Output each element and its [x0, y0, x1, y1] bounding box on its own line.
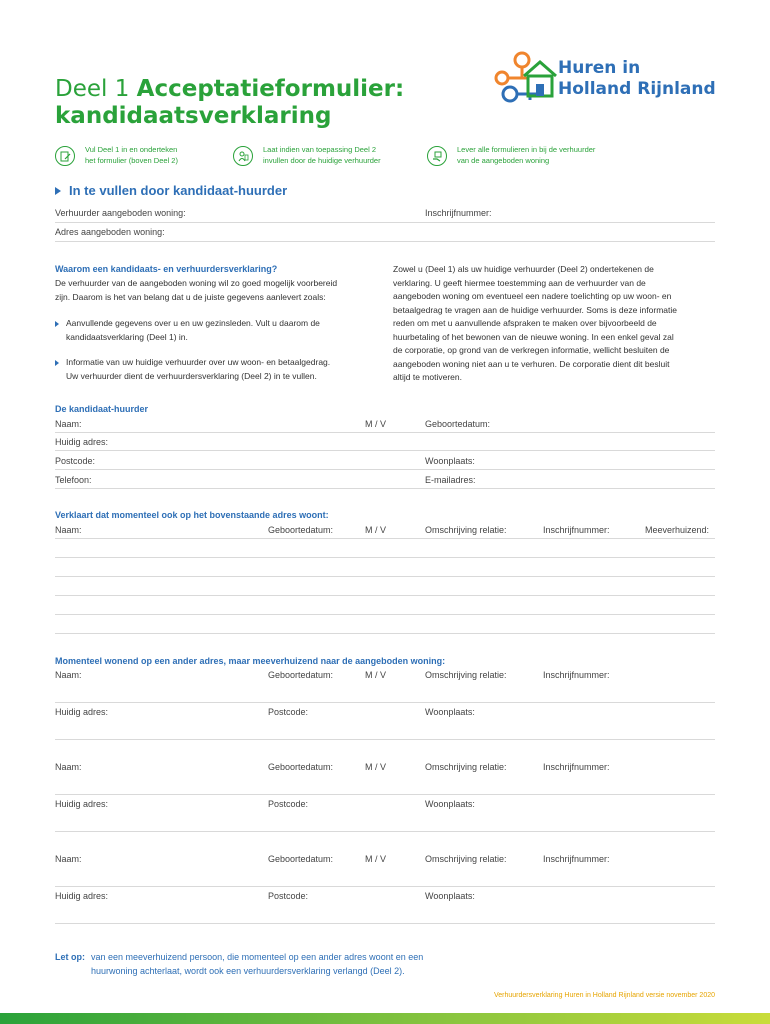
intro-heading: Waarom een kandidaats- en verhuurdersverklaring?: [55, 264, 278, 274]
footer-bar: [0, 1013, 770, 1024]
table-row[interactable]: [55, 633, 715, 634]
pen-form-icon: [55, 146, 75, 166]
footer: Verhuurdersverklaring Huren in Holland Rijnland versie november 2020: [493, 992, 715, 999]
step-3-line1: Lever alle formulieren in bij de verhuurder: [457, 145, 596, 154]
geboortedatum-field[interactable]: Geboortedatum:: [268, 670, 334, 680]
logo-line2: Holland Rijnland: [558, 79, 716, 99]
inschrijfnummer-field[interactable]: Inschrijfnummer:: [543, 762, 610, 772]
inschrijfnummer-field[interactable]: Inschrijfnummer:: [543, 854, 610, 864]
step-2-line1: Laat indien van toepassing Deel 2: [263, 145, 376, 154]
relatie-field[interactable]: Omschrijving relatie:: [425, 854, 507, 864]
divider: [55, 469, 715, 470]
bullet1-line2: kandidaatsverklaring (Deel 1) in.: [66, 331, 188, 342]
gender-field[interactable]: M / V: [365, 854, 387, 864]
gender-column: M / V: [365, 525, 387, 535]
naam-field[interactable]: Naam:: [55, 670, 82, 680]
intro-r4: betaalgedrag te vragen aan de huidige verhuurder. Soms is deze informatie: [393, 304, 677, 315]
relatie-field[interactable]: Omschrijving relatie:: [425, 670, 507, 680]
note-line1: van een meeverhuizend persoon, die momenteel op een ander adres woont en een: [91, 952, 424, 962]
table-row[interactable]: [55, 595, 715, 596]
woonplaats-field[interactable]: Woonplaats:: [425, 891, 475, 901]
postcode-field[interactable]: Postcode:: [268, 707, 309, 717]
title-part: Deel 1: [55, 76, 130, 102]
woonplaats-field[interactable]: Woonplaats:: [425, 456, 475, 466]
naam-field[interactable]: Naam:: [55, 854, 82, 864]
intro-right-paragraph: [393, 263, 677, 385]
medebewoners-heading: Verklaart dat momenteel ook op het bovenstaande adres woont:: [55, 510, 329, 520]
gender-field[interactable]: M / V: [365, 670, 387, 680]
list-item: [55, 356, 330, 383]
email-field[interactable]: E-mailadres:: [425, 475, 476, 485]
bullet-icon: [55, 321, 59, 327]
intro-p1a: De verhuurder van de aangeboden woning wil zo goed mogelijk voorbereid: [55, 278, 338, 288]
triangle-right-icon: [55, 187, 61, 195]
step-1-line1: Vul Deel 1 in en onderteken: [85, 145, 178, 154]
divider: [55, 923, 715, 924]
divider: [55, 702, 715, 703]
intro-r6: huurbetaling of het bewonen van de nieuwe woning. In een enkel geval zal: [393, 331, 674, 342]
list-item: [55, 317, 320, 344]
section-heading-text: In te vullen door kandidaat-huurder: [69, 183, 288, 198]
step-1: [55, 144, 178, 166]
divider: [55, 886, 715, 887]
page-subtitle: kandidaatsverklaring: [55, 103, 332, 129]
step-3-line2: van de aangeboden woning: [457, 156, 550, 165]
bullet1-line1: Aanvullende gegevens over u en uw gezinsleden. Vult u daarom de: [66, 318, 320, 328]
divider: [55, 794, 715, 795]
adres-woning-field[interactable]: Adres aangeboden woning:: [55, 227, 165, 237]
page-title: [55, 76, 404, 102]
gender-field[interactable]: M / V: [365, 762, 387, 772]
logo-text: [558, 58, 716, 100]
note-label: Let op:: [55, 952, 85, 962]
kandidaat-heading: De kandidaat-huurder: [55, 404, 149, 414]
bullet2-line2: Uw verhuurder dient de verhuurdersverklaring (Deel 2) in te vullen.: [66, 370, 317, 381]
woonplaats-field[interactable]: Woonplaats:: [425, 799, 475, 809]
intro-r9: altijd te motiveren.: [393, 372, 462, 382]
inschrijfnummer-field[interactable]: Inschrijfnummer:: [425, 208, 492, 218]
intro-r3: aangeboden woning om eventueel een nadere toelichting op uw woon- en: [393, 291, 672, 301]
intro-paragraph: [55, 277, 337, 304]
naam-field[interactable]: Naam:: [55, 762, 82, 772]
geboortedatum-field[interactable]: Geboortedatum:: [268, 762, 334, 772]
huidig-adres-field[interactable]: Huidig adres:: [55, 891, 109, 901]
divider: [55, 488, 715, 489]
geboortedatum-field[interactable]: Geboortedatum:: [425, 419, 491, 429]
title-main: Acceptatieformulier:: [136, 76, 405, 102]
geboortedatum-field[interactable]: Geboortedatum:: [268, 854, 334, 864]
huidig-adres-field[interactable]: Huidig adres:: [55, 707, 109, 717]
person-form-icon: [233, 146, 253, 166]
intro-r1: Zowel u (Deel 1) als uw huidige verhuurder (Deel 2) ondertekenen de: [393, 264, 654, 274]
step-1-line2: het formulier (boven Deel 2): [85, 156, 178, 165]
intro-r8: aangeboden woning niet aan u te verhuren. De corporatie dient dit besluit: [393, 358, 670, 369]
meeverhuizend-column: Meeverhuizend:: [645, 525, 710, 535]
intro-p1b: zijn. Daarom is het van belang dat u de juiste gegevens aanlevert zoals:: [55, 291, 326, 302]
bullet-icon: [55, 360, 59, 366]
woonplaats-field[interactable]: Woonplaats:: [425, 707, 475, 717]
intro-r2: verklaring. U geeft hiermee toestemming aan de verhuurder van de: [393, 277, 646, 288]
huidig-adres-field[interactable]: Huidig adres:: [55, 799, 109, 809]
relatie-column: Omschrijving relatie:: [425, 525, 507, 535]
divider: [55, 538, 715, 539]
table-row[interactable]: [55, 557, 715, 558]
verhuurder-field[interactable]: Verhuurder aangeboden woning:: [55, 208, 186, 218]
divider: [55, 241, 715, 242]
step-2-line2: invullen door de huidige verhuurder: [263, 156, 381, 165]
intro-r7: de corporatie, op grond van de verkregen informatie, wellicht besluiten de: [393, 345, 670, 355]
table-row[interactable]: [55, 576, 715, 577]
postcode-field[interactable]: Postcode:: [268, 891, 309, 901]
divider: [55, 432, 715, 433]
huidig-adres-field[interactable]: Huidig adres:: [55, 437, 109, 447]
bullet2-line1: Informatie van uw huidige verhuurder over uw woon- en betaalgedrag.: [66, 357, 331, 367]
divider: [55, 222, 715, 223]
divider: [55, 450, 715, 451]
postcode-field[interactable]: Postcode:: [268, 799, 309, 809]
elders-heading: Momenteel wonend op een ander adres, maar meeverhuizend naar de aangeboden woning:: [55, 656, 446, 666]
intro-r5: reden om met u aanvullende afspraken te maken over bijvoorbeeld de: [393, 318, 657, 328]
logo-line1: Huren in: [558, 58, 641, 78]
step-2: [233, 144, 381, 166]
divider: [55, 739, 715, 740]
naam-column: Naam:: [55, 525, 82, 535]
note-line2: huurwoning achterlaat, wordt ook een verhuurdersverklaring verlangd (Deel 2).: [91, 966, 405, 976]
divider: [55, 831, 715, 832]
section-heading: [55, 183, 287, 198]
note: [55, 950, 423, 978]
inschrijfnummer-field[interactable]: Inschrijfnummer:: [543, 670, 610, 680]
postcode-field[interactable]: Postcode:: [55, 456, 96, 466]
relatie-field[interactable]: Omschrijving relatie:: [425, 762, 507, 772]
step-3: [427, 144, 595, 166]
inschrijfnummer-column: Inschrijfnummer:: [543, 525, 610, 535]
geboortedatum-column: Geboortedatum:: [268, 525, 334, 535]
telefoon-field[interactable]: Telefoon:: [55, 475, 92, 485]
table-row[interactable]: [55, 614, 715, 615]
naam-field[interactable]: Naam:: [55, 419, 82, 429]
handover-icon: [427, 146, 447, 166]
gender-field[interactable]: M / V: [365, 419, 387, 429]
